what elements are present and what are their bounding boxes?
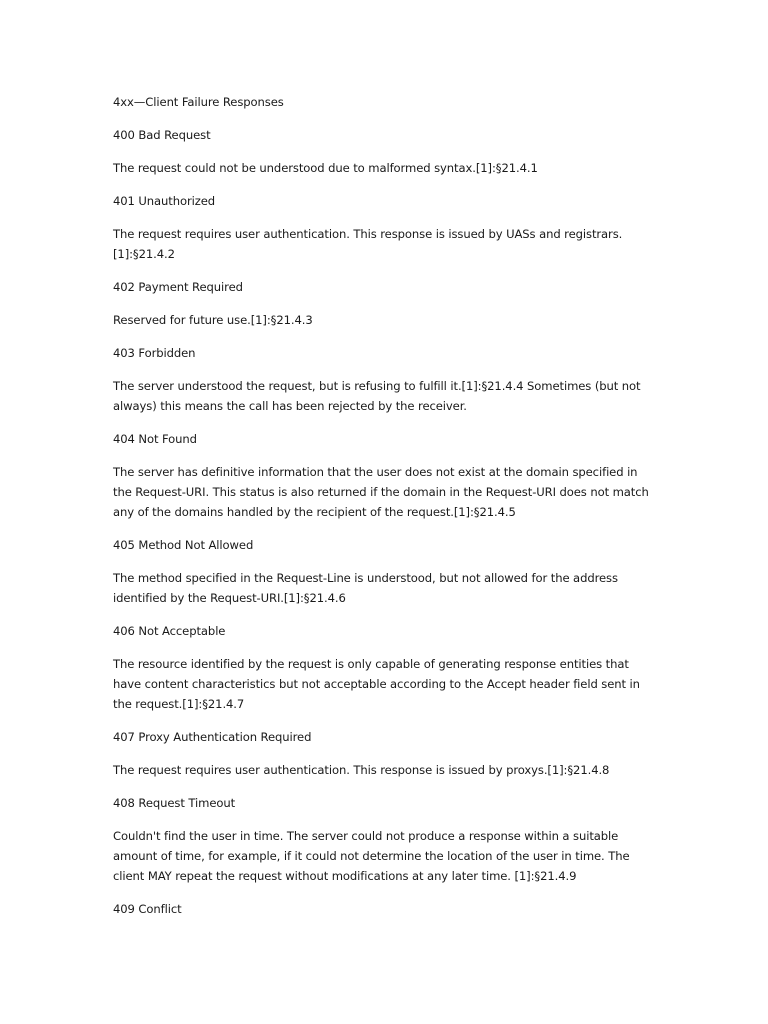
status-description-402: Reserved for future use.[1]:§21.4.3 [113, 313, 313, 327]
status-heading-408: 408 Request Timeout [113, 796, 236, 810]
status-description-405: The method specified in the Request-Line is understood, but not allowed for the address identified by the Request-URI.[1]:§21.4.6 [113, 571, 618, 605]
status-description-401: The request requires user authentication. This response is issued by UASs and registrars. [1]:§21.4.2 [113, 227, 623, 261]
status-heading-403: 403 Forbidden [113, 346, 196, 360]
status-heading-405: 405 Method Not Allowed [113, 538, 254, 552]
status-heading-404: 404 Not Found [113, 432, 197, 446]
status-description-404: The server has definitive information that the user does not exist at the domain specified in the Request-URI. This status is also returned if the domain in the Request-URI does not match any of the domains handled by the recipient of the request.[1]:§21.4.5 [113, 465, 649, 519]
status-heading-407: 407 Proxy Authentication Required [113, 730, 312, 744]
status-heading-401: 401 Unauthorized [113, 194, 216, 208]
status-heading-400: 400 Bad Request [113, 128, 211, 142]
status-heading-406: 406 Not Acceptable [113, 624, 226, 638]
document-body [113, 92, 658, 932]
status-description-408: Couldn't find the user in time. The server could not produce a response within a suitable amount of time, for example, if it could not determine the location of the user in time. The client MAY repeat the request without modifications at any later time. [1]:§21.4.9 [113, 829, 630, 883]
status-heading-409: 409 Conflict [113, 902, 182, 916]
status-description-406: The resource identified by the request is only capable of generating response entities that have content characteristics but not acceptable according to the Accept header field sent in the request.[1]:§21.4.7 [113, 657, 640, 711]
status-description-403: The server understood the request, but is refusing to fulfill it.[1]:§21.4.4 Sometimes (but not always) this means the call has been rejected by the receiver. [113, 379, 641, 413]
status-description-400: The request could not be understood due to malformed syntax.[1]:§21.4.1 [113, 161, 538, 175]
status-heading-402: 402 Payment Required [113, 280, 243, 294]
section-title: 4xx—Client Failure Responses [113, 95, 284, 109]
status-description-407: The request requires user authentication. This response is issued by proxys.[1]:§21.4.8 [113, 763, 610, 777]
